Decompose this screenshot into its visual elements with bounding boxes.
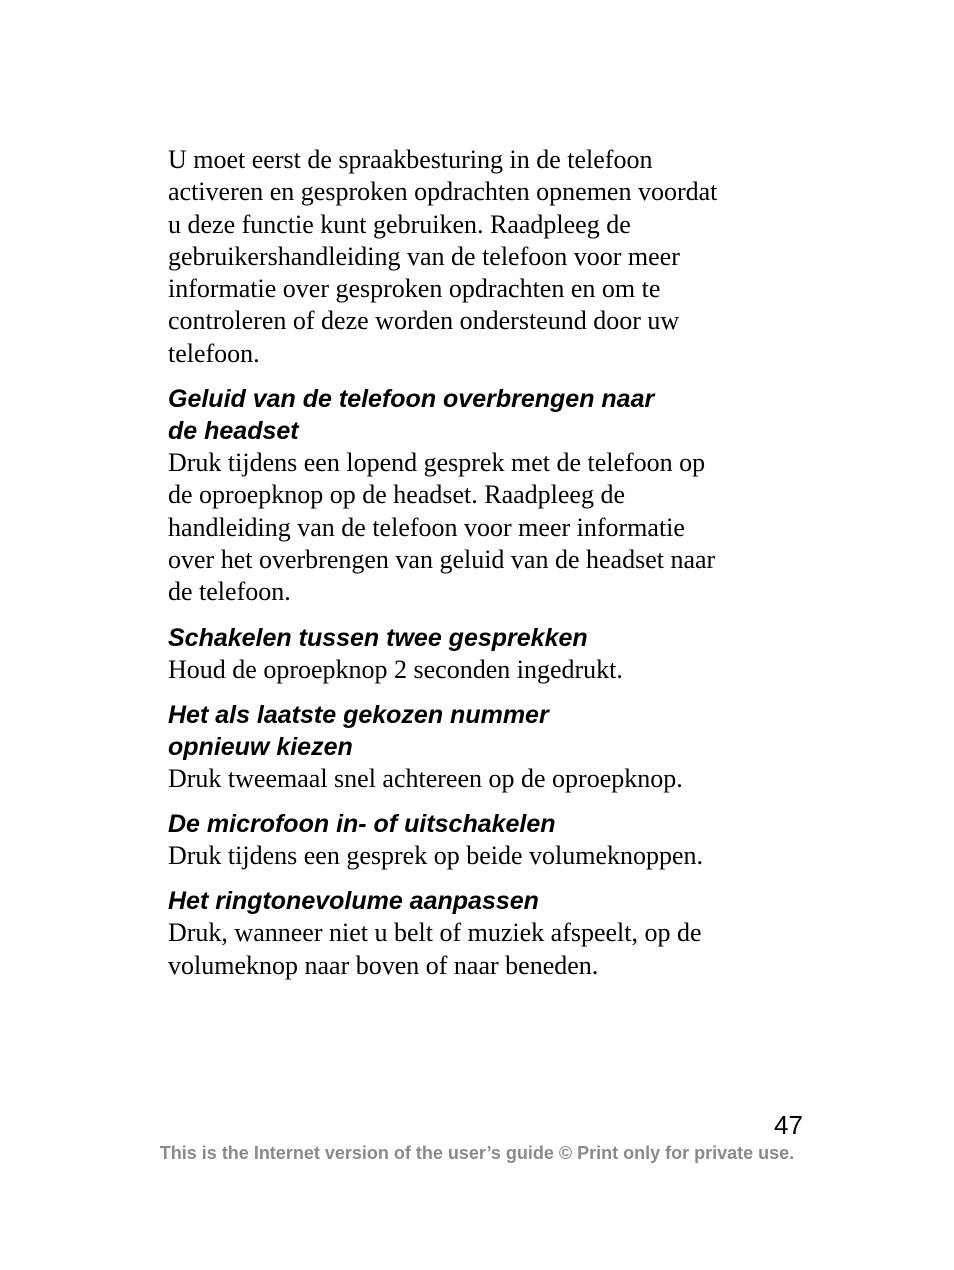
body-line: Druk tweemaal snel achtereen op de oproepknop. <box>168 763 683 793</box>
section-body <box>168 447 788 608</box>
section-heading <box>168 885 788 917</box>
section-heading <box>168 622 788 654</box>
body-line: de oproepknop op de headset. Raadpleeg de <box>168 480 626 510</box>
section-redial <box>168 699 788 795</box>
body-line: Druk tijdens een gesprek op beide volumeknoppen. <box>168 841 704 871</box>
heading-line: Geluid van de telefoon overbrengen naar <box>168 385 655 414</box>
section-heading <box>168 383 788 447</box>
body-line: de telefoon. <box>168 577 291 607</box>
section-body <box>168 654 788 686</box>
heading-line: Schakelen tussen twee gesprekken <box>168 623 588 652</box>
section-transfer-audio <box>168 383 788 608</box>
heading-line: Het ringtonevolume aanpassen <box>168 887 539 916</box>
heading-line: Het als laatste gekozen nummer <box>168 700 549 729</box>
heading-line: De microfoon in- of uitschakelen <box>168 810 556 839</box>
section-body <box>168 917 788 982</box>
section-switch-calls <box>168 622 788 686</box>
intro-line: telefoon. <box>168 338 260 368</box>
intro-line: activeren en gesproken opdrachten opnemen voordat <box>168 177 718 207</box>
section-heading <box>168 699 788 763</box>
body-line: Druk tijdens een lopend gesprek met de telefoon op <box>168 448 706 478</box>
section-ringtone-volume <box>168 885 788 982</box>
body-line: handleiding van de telefoon voor meer informatie <box>168 512 685 542</box>
page-number: 47 <box>774 1110 803 1140</box>
body-line: volumeknop naar boven of naar beneden. <box>168 950 599 980</box>
body-line: Houd de oproepknop 2 seconden ingedrukt. <box>168 654 623 684</box>
intro-line: gebruikershandleiding van de telefoon voor meer <box>168 241 680 271</box>
section-body <box>168 763 788 795</box>
intro-line: u deze functie kunt gebruiken. Raadpleeg de <box>168 209 631 239</box>
intro-line: U moet eerst de spraakbesturing in de telefoon <box>168 145 653 174</box>
body-line: Druk, wanneer niet u belt of muziek afspeelt, op de <box>168 918 702 948</box>
intro-line: controleren of deze worden ondersteund door uw <box>168 306 680 336</box>
footer-notice: This is the Internet version of the user’s guide © Print only for private use. <box>159 1143 795 1163</box>
intro-line: informatie over gesproken opdrachten en om te <box>168 274 661 304</box>
section-heading <box>168 808 788 840</box>
heading-line: de headset <box>168 417 299 446</box>
section-microphone <box>168 808 788 872</box>
intro-paragraph <box>168 144 788 370</box>
section-body <box>168 840 788 872</box>
heading-line: opnieuw kiezen <box>168 732 353 761</box>
page-content <box>168 144 788 982</box>
body-line: over het overbrengen van geluid van de headset naar <box>168 544 716 574</box>
